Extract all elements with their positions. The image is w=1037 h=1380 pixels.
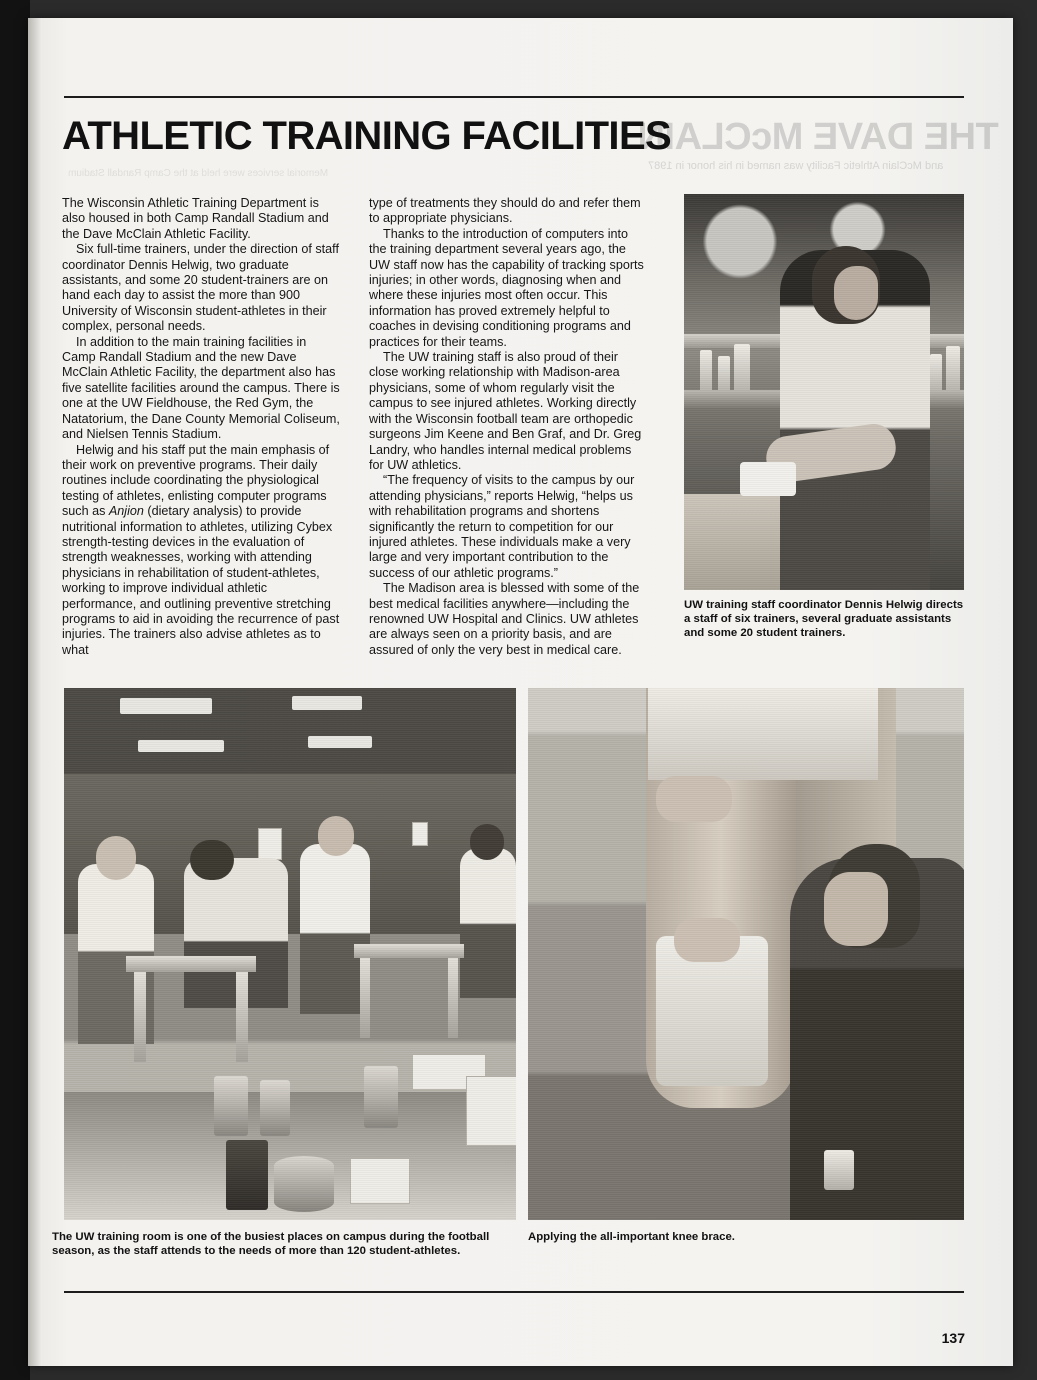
bleed-through-headline: THE DAVE McCLAIN [638, 116, 999, 158]
paragraph: type of treatments they should do and refer them to appropriate physicians. [369, 196, 641, 226]
paragraph: The UW training staff is also proud of their close working relationship with Madison-area physicians, some of whom regularly visit the campus to see injured athletes. Working directly with the Wisconsin football team are orthopedic surgeons Jim Keene and Ben Graf, and Dr. Greg Landry, who handles internal medical problems for UW athletics. [369, 350, 642, 472]
photo-knee-brace [528, 688, 964, 1220]
document-page [28, 18, 1013, 1366]
page-title: ATHLETIC TRAINING FACILITIES [62, 114, 672, 158]
top-rule [64, 96, 964, 98]
caption-knee-brace: Applying the all-important knee brace. [528, 1231, 735, 1243]
caption-training-room: The UW training room is one of the busiest places on campus during the football season, as the staff attends to the needs of more than 120 student-athletes. [52, 1231, 490, 1258]
paragraph: Helwig and his staff put the main emphasis of their work on preventive programs. Their daily routines include coordinating the physiological testing of athletes, enlisting computer programs such as Anjion (dietary analysis) to provide nutritional information to athletes, utilizing Cybex strength-testing devices in the evaluation of strength weaknesses, working with attending physicians in rehabilitation of student-athletes, working to improve individual athletic performance, and outlining preventive stretching programs to aid in avoiding the recurrence of past injuries. The trainers also advise athletes as to what [62, 442, 340, 657]
page-number: 137 [941, 1330, 965, 1346]
caption-trainer-taping: UW training staff coordinator Dennis Helwig directs a staff of six trainers, several graduate assistants and some 20 student trainers. [684, 599, 964, 640]
bottom-rule [64, 1291, 964, 1293]
bleed-through-line-2: and McClain Athletic Facility was named in his honor in 1987 [648, 160, 944, 172]
paragraph: Six full-time trainers, under the direction of staff coordinator Dennis Helwig, two graduate assistants, and some 20 student-trainers are on hand each day to assist the more than 900 University of Wisconsin student-athletes in their complex, personal needs. [62, 242, 339, 334]
paragraph: Thanks to the introduction of computers into the training department several years ago, the UW staff now has the capability of tracking sports injuries; in other words, diagnosing when and where these injuries most often occur. This information has proved extremely helpful to coaches in devising conditioning programs and practices for their teams. [369, 226, 644, 349]
paragraph: In addition to the main training facilities in Camp Randall Stadium and the new Dave McClain Athletic Facility, the department also has five satellite facilities around the campus. There is one at the UW Fieldhouse, the Red Gym, the Natatorium, the Dane County Memorial Coliseum, and Nielsen Tennis Stadium. [62, 334, 340, 442]
bleed-through-line-3: Memorial services were held at the Camp Randall Stadium [68, 168, 329, 179]
paragraph: “The frequency of visits to the campus by our attending physicians,” reports Helwig, “helps us with rehabilitation programs and shortens significantly the return to competition for our injured athletes. These individuals make a very large and very important contribution to the success of our athletic programs.” [369, 473, 635, 580]
photo-training-room [64, 688, 516, 1220]
paragraph: The Madison area is blessed with some of the best medical facilities anywhere—including the renowned UW Hospital and Clinics. UW athletes are always seen on a priority basis, and are assured of only the very best in medical care. [369, 581, 640, 657]
page-spine-shadow [28, 18, 42, 1366]
italic-term: Anjion [108, 504, 144, 519]
scan-left-gutter [0, 0, 30, 1380]
page-surface [28, 18, 1013, 1366]
body-column-right [369, 196, 649, 658]
body-column-left [62, 196, 342, 658]
paragraph: The Wisconsin Athletic Training Department is also housed in both Camp Randall Stadium and the Dave McClain Athletic Facility. [62, 196, 329, 241]
photo-trainer-taping [684, 194, 964, 590]
